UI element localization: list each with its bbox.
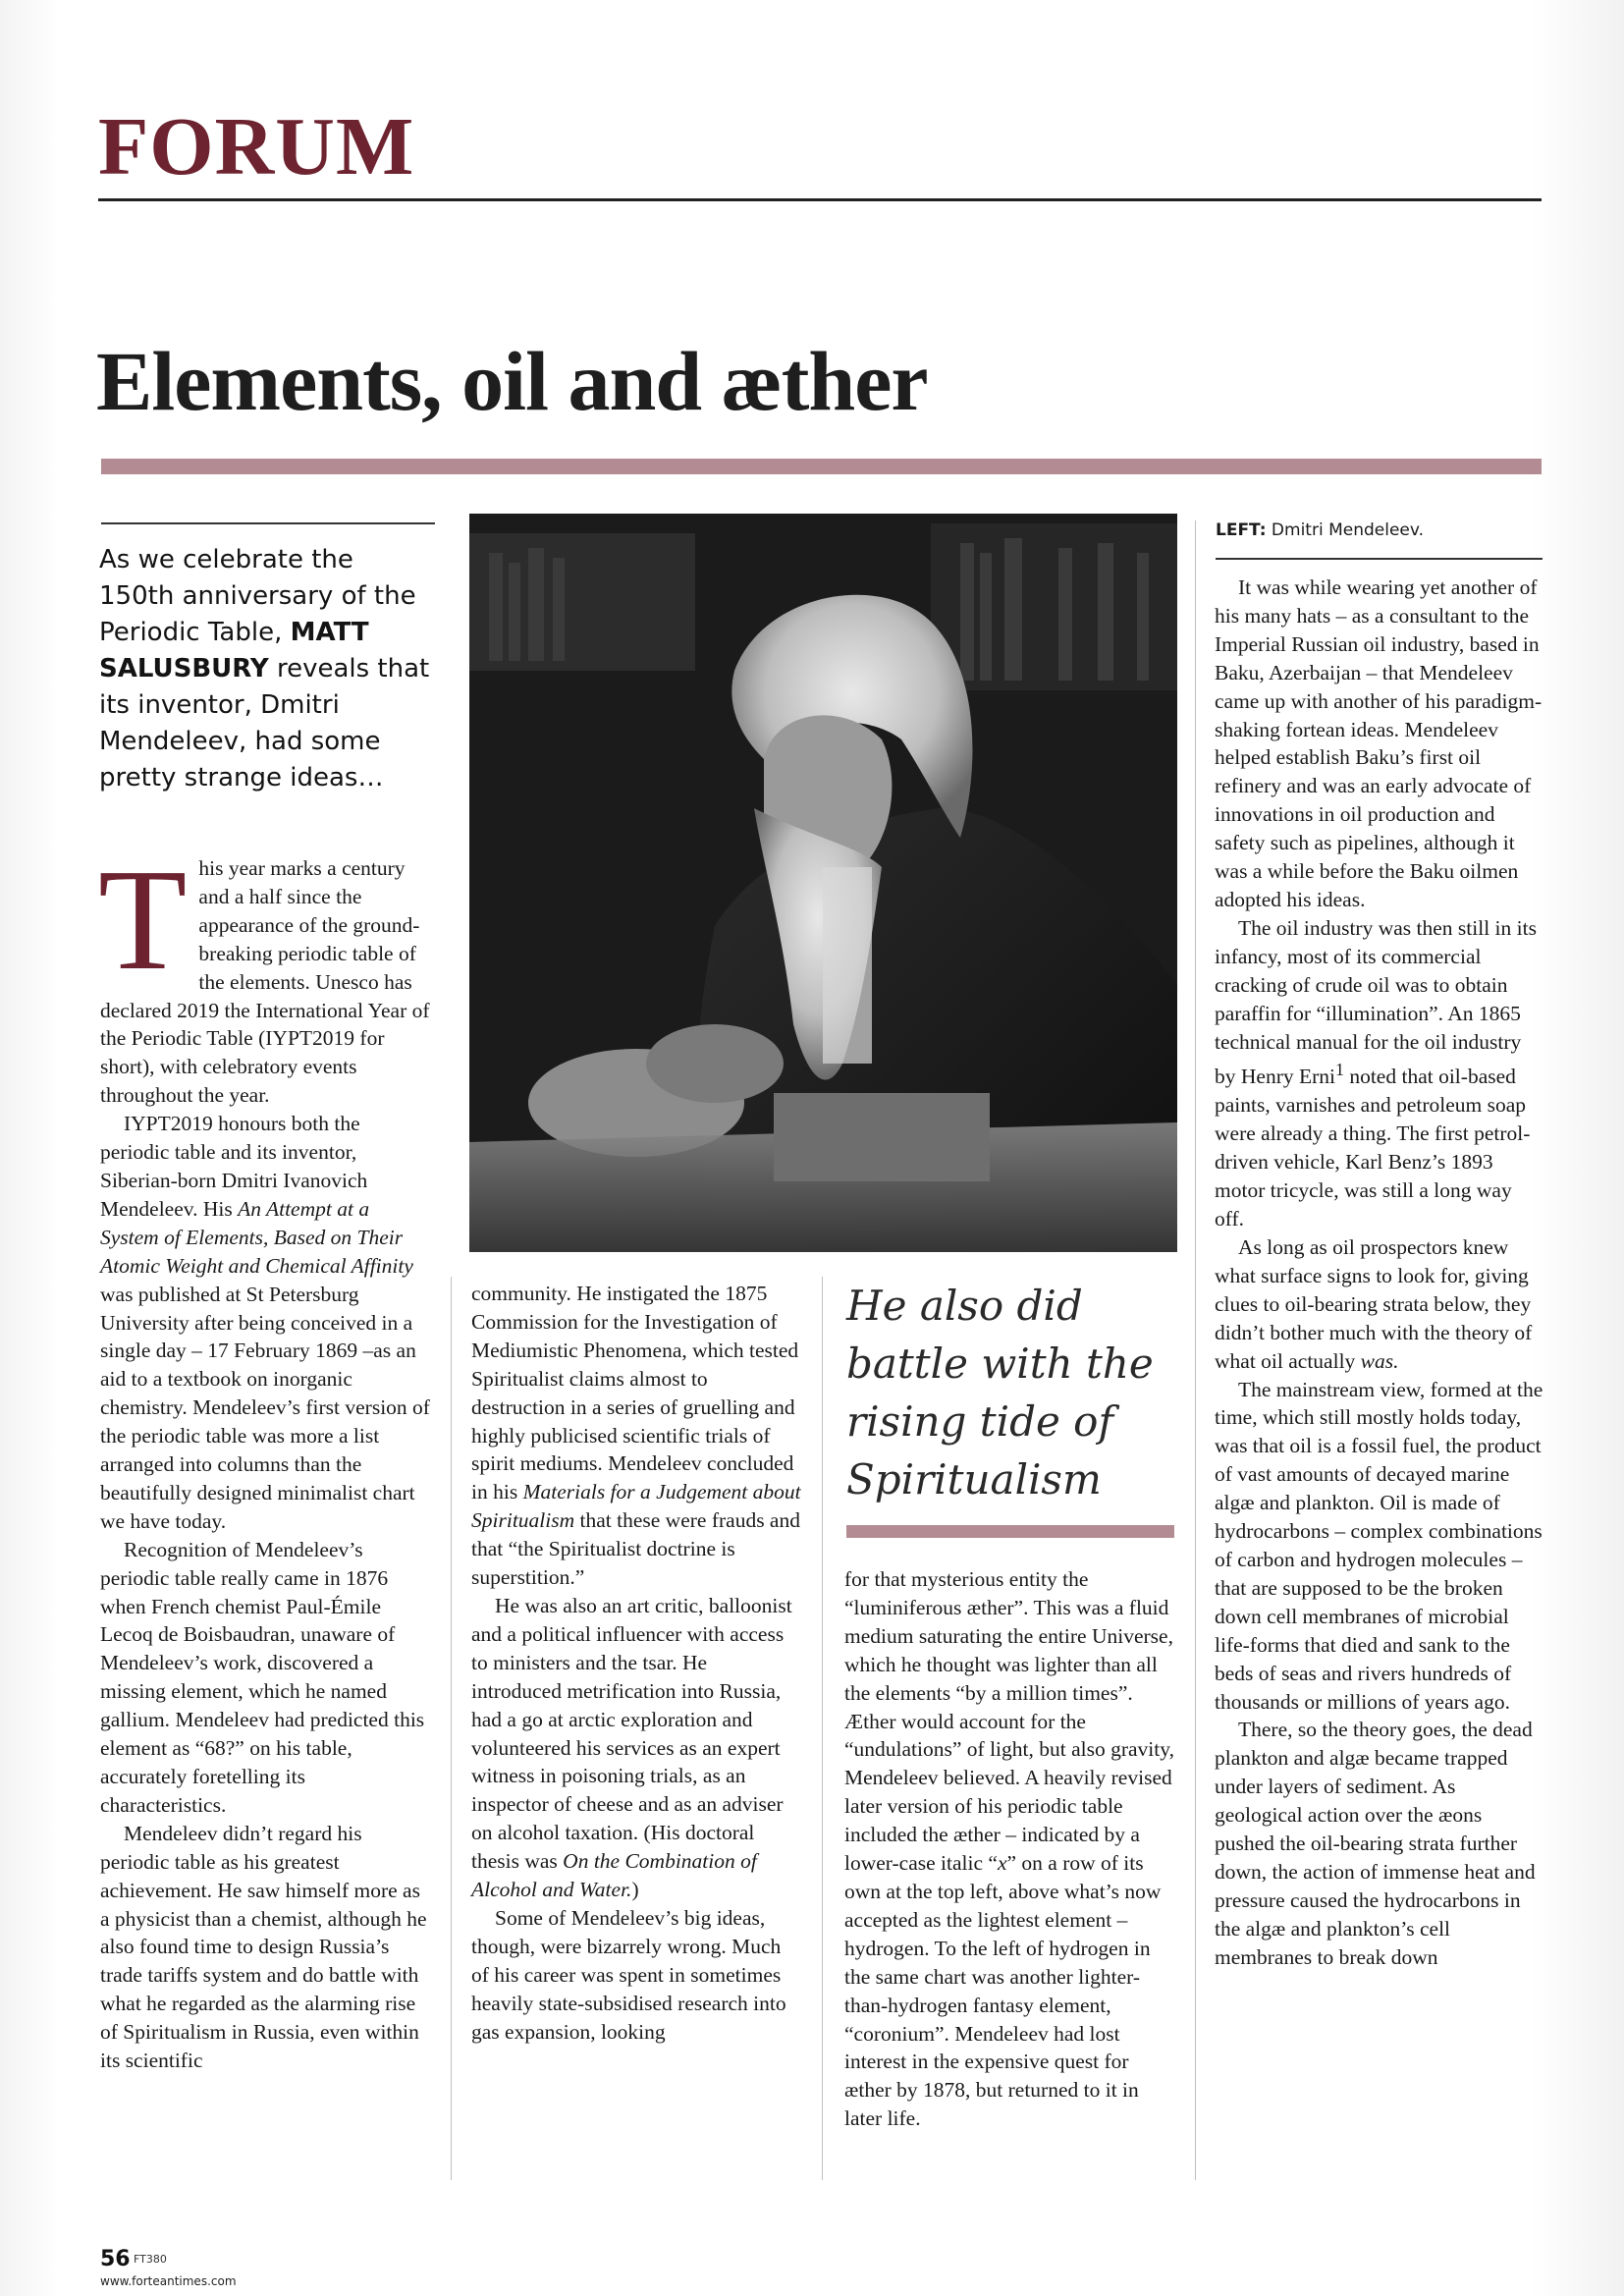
paragraph: Mendeleev didn’t regard his periodic table as his greatest achievement. He saw himself more as a physicist than a chemist, although he also found time to design Russia’s trade tariffs system and do battle with what he regarded as the alarming rise of Spiritualism in Russia, even within its scientific	[100, 1821, 427, 2073]
paragraph-text: The oil industry was then still in its infancy, most of its commercial cracking of crude oil was to obtain paraffin for “illumination”. An 1865 technical manual for the oil industry by Henry Erni	[1215, 915, 1537, 1089]
paragraph-text: He was also an art critic, balloonist and a political influencer with access to ministers and the tsar. He introduced metrification into Russia, had a go at arctic exploration and volunteered his services as an expert witness in poisoning trials, as an inspector of cheese and as an adviser on alcohol taxation. (His doctoral thesis was	[471, 1593, 792, 1874]
body-column-4	[1215, 574, 1543, 1972]
caption-text: Dmitri Mendeleev.	[1266, 520, 1425, 540]
standfirst-text-end: reveals that its inventor, Dmitri Mendeleev, had some pretty strange ideas…	[99, 654, 430, 793]
paragraph-text: for that mysterious entity the “luminiferous æther”. This was a fluid medium saturating the entire Universe, which he thought was lighter than all the elements “by a million times”. Æther would account for the “undulations” of light, but also gravity, Mendeleev believed. A heavily revised later version of his periodic table included the æther – indicated by a lower-case italic “	[844, 1567, 1174, 1876]
paragraph: Recognition of Mendeleev’s periodic table really came in 1876 when French chemist Paul-Émile Lecoq de Boisbaudran, unaware of Mendeleev’s work, discovered a missing element, which he named gallium. Mendeleev had predicted this element as “68?” on his table, accurately foretelling its characteristics.	[100, 1537, 425, 1817]
paragraph	[471, 1592, 801, 1904]
section-heading: FORUM	[98, 101, 415, 192]
title-underline-bar	[101, 459, 1542, 474]
standfirst-text: As we celebrate the 150th anniversary of the Periodic Table,	[99, 545, 416, 647]
caption-label: LEFT:	[1216, 520, 1267, 540]
paragraph: There, so the theory goes, the dead plankton and algæ became trapped under layers of sediment. As geological action over the æons pushed the oil-bearing strata further down, the action of immense heat and pressure caused the hydrocarbons in the algæ and plankton’s cell membranes to break down	[1215, 1718, 1536, 1969]
standfirst-top-rule	[101, 522, 435, 524]
body-column-3	[844, 1565, 1174, 2133]
book-title: Materials for a Judgement about Spiritualism	[471, 1480, 801, 1533]
author-name: MATT SALUSBURY	[99, 618, 369, 683]
body-column-1	[98, 840, 430, 2075]
footnote-marker: 1	[1335, 1060, 1344, 1080]
book-title: An Attempt at a System of Elements, Based on Their Atomic Weight and Chemical Affinity	[100, 1196, 413, 1278]
paragraph-text: his year marks a century and a half since the appearance of the ground-breaking periodic table of the elements. Unesco has declared 2019 the International Year of the Periodic Table (IYPT2019 for short), with celebratory events throughout the year.	[100, 856, 430, 1108]
italic-x: x	[997, 1851, 1007, 1876]
pull-quote-bar	[846, 1525, 1174, 1538]
paragraph: It was while wearing yet another of his many hats – as a consultant to the Imperial Russian oil industry, based in Baku, Azerbaijan – that Mendeleev came up with another of his paradigm-shaking fortean ideas. Mendeleev helped establish Baku’s first oil refinery and was an early advocate of innovations in oil production and safety such as pipelines, although it was a while before the Baku oilmen adopted his ideas.	[1215, 575, 1543, 911]
paragraph-text: IYPT2019 honours both the periodic table and its inventor, Siberian-born Dmitri Ivanovich Mendeleev. His	[100, 1112, 368, 1221]
paragraph-text: )	[631, 1878, 639, 1902]
paragraph-text: As long as oil prospectors knew what surface signs to look for, giving clues to oil-bearing strata below, they didn’t bother much with the theory of what oil actually	[1215, 1235, 1533, 1373]
paragraph	[844, 1565, 1174, 2133]
page-number: 56	[100, 2247, 131, 2271]
paragraph: Some of Mendeleev’s big ideas, though, were bizarrely wrong. Much of his career was spent in sometimes heavily state-subsidised research into gas expansion, looking	[471, 1905, 786, 2044]
paragraph: The mainstream view, formed at the time, which still mostly holds today, was that oil is a fossil fuel, the product of vast amounts of decayed marine algæ and plankton. Oil is made of hydrocarbons – complex combinations of carbon and hydrogen molecules – that are supposed to be the broken down cell membranes of microbial life-forms that died and sank to the beds of seas and rivers hundreds of thousands or millions of years ago.	[1215, 1377, 1543, 1714]
caption-rule	[1216, 558, 1543, 560]
header-rule	[98, 198, 1542, 201]
paragraph-text: that these were frauds and that “the Spiritualist doctrine is superstition.”	[471, 1508, 800, 1590]
column-divider	[1195, 520, 1196, 2180]
website-url: www.forteantimes.com	[100, 2274, 237, 2288]
column-divider	[451, 1277, 452, 2180]
photo-caption	[1216, 520, 1540, 540]
thesis-title: On the Combination of Alcohol and Water.	[471, 1849, 757, 1902]
article-title: Elements, oil and æther	[96, 334, 928, 428]
standfirst	[99, 542, 433, 796]
emphasis: was.	[1360, 1348, 1399, 1373]
drop-cap: T	[98, 840, 188, 1001]
issue-number: FT380	[134, 2253, 167, 2266]
pull-quote: He also did battle with the rising tide of Spiritualism	[846, 1282, 1154, 1503]
column-divider	[822, 1277, 823, 2180]
paragraph-text: was published at St Petersburg University after being conceived in a single day – 17 February 1869 –as an aid to a textbook on inorganic chemistry. Mendeleev’s first version of the periodic table was more a list arranged into columns than the beautifully designed minimalist chart we have today.	[100, 1282, 430, 1533]
body-column-2	[471, 1280, 801, 2046]
paragraph	[1215, 1233, 1543, 1376]
paragraph-text: noted that oil-based paints, varnishes and petroleum soap were already a thing. The first petrol-driven vehicle, Karl Benz’s 1893 motor tricycle, was still a long way off.	[1215, 1065, 1531, 1231]
paragraph-text: ” on a row of its own at the top left, above what’s now accepted as the lightest element –hydrogen. To the left of hydrogen in the same chart was another lighter-than-hydrogen fantasy element, “coronium”. Mendeleev had lost interest in the expensive quest for æther by 1878, but returned to it in later life.	[844, 1851, 1162, 2131]
paragraph	[100, 1110, 430, 1536]
paragraph	[1215, 914, 1543, 1233]
mendeleev-portrait-photo	[469, 514, 1177, 1252]
paragraph	[471, 1280, 801, 1592]
paragraph-text: community. He instigated the 1875 Commission for the Investigation of Mediumistic Phenomena, which tested Spiritualist claims almost to destruction in a series of gruelling and highly publicised scientific trials of spirit mediums. Mendeleev concluded in his	[471, 1282, 799, 1504]
paragraph	[98, 840, 430, 1110]
portrait-illustration	[469, 514, 1177, 1252]
